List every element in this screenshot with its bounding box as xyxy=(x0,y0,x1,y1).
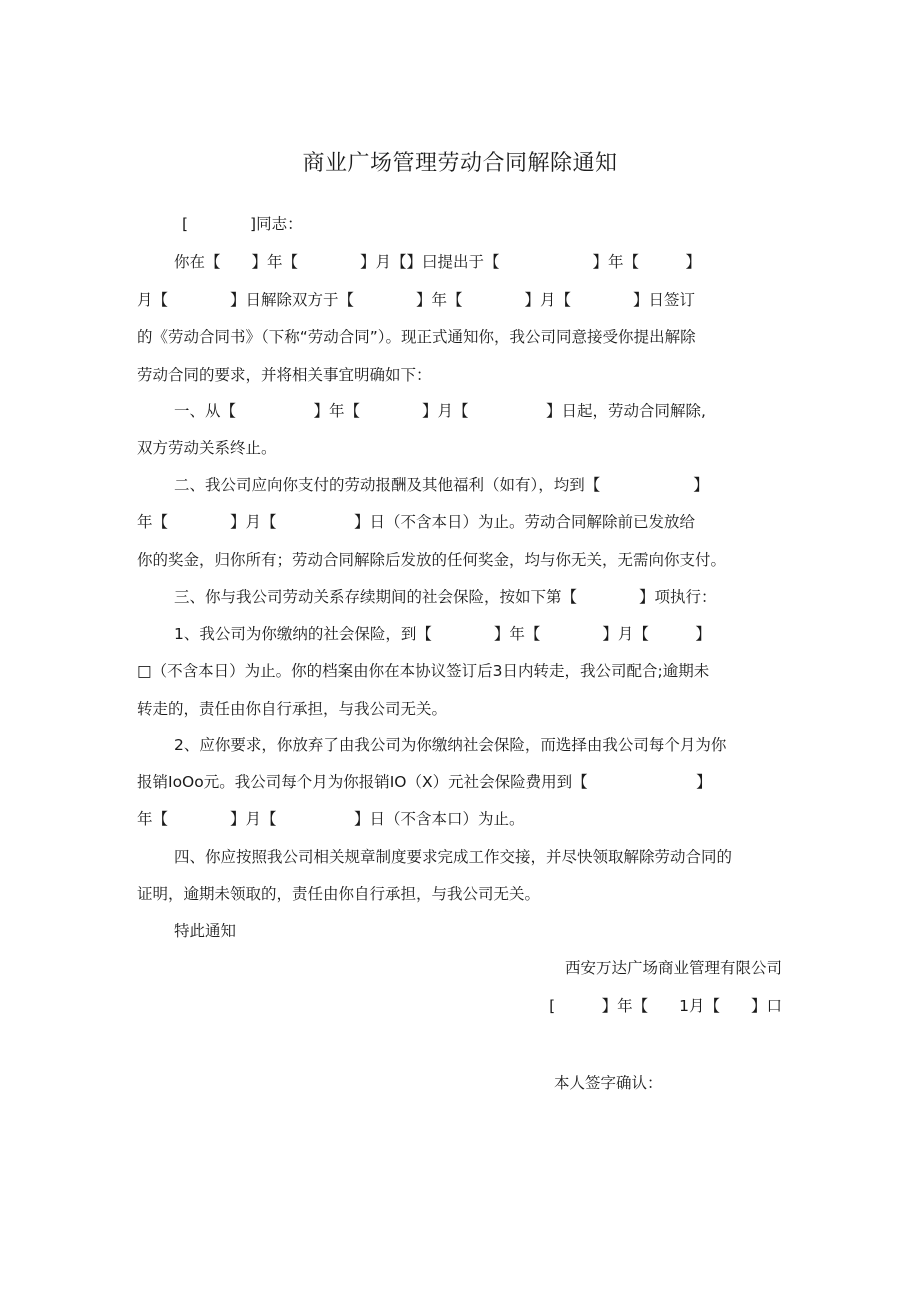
salutation-line: [ ]同志： xyxy=(182,215,303,233)
clause-three-line: 三、你与我公司劳动关系存续期间的社会保险，按如下第【 】项执行： xyxy=(174,588,717,606)
clause-two-line: 年【 】月【 】日（不含本日）为止。劳动合同解除前已发放给 xyxy=(137,513,696,531)
closing-line: 特此通知 xyxy=(174,922,237,940)
clause-two-line: 你的奖金，归你所有；劳动合同解除后发放的任何奖金，均与你无关，无需向你支付。 xyxy=(137,551,727,569)
clause-two-line: 二、我公司应向你支付的劳动报酬及其他福利（如有），均到【 】 xyxy=(174,476,709,494)
paragraph-line: 月【 】日解除双方于【 】年【 】月【 】日签订 xyxy=(137,291,696,309)
company-name: 西安万达广场商业管理有限公司 xyxy=(564,959,782,977)
paragraph-line: 劳动合同的要求，并将相关事宜明确如下： xyxy=(137,366,432,384)
clause-three-item-two-line: 报销IoOo元。我公司每个月为你报销IO（X）元社会保险费用到【 】 xyxy=(137,773,712,791)
clause-three-item-one-line: 转走的，责任由你自行承担，与我公司无关。 xyxy=(137,700,448,718)
date-line: [ 】年【 1月【 】口 xyxy=(549,997,782,1015)
paragraph-line: 的《劳动合同书》（下称“劳动合同”）。现正式通知你，我公司同意接受你提出解除 xyxy=(137,328,696,346)
signature-label: 本人签字确认： xyxy=(554,1074,663,1092)
clause-one-line: 双方劳动关系终止。 xyxy=(137,439,277,457)
clause-three-item-one-line: 1、我公司为你缴纳的社会保险，到【 】年【 】月【 】 xyxy=(174,625,711,643)
clause-one-line: 一、从【 】年【 】月【 】日起，劳动合同解除, xyxy=(174,402,706,420)
clause-four-line: 证明，逾期未领取的，责任由你自行承担，与我公司无关。 xyxy=(137,885,541,903)
clause-three-item-one-line: □（不含本日）为止。你的档案由你在本协议签订后3日内转走，我公司配合;逾期未 xyxy=(137,662,710,680)
clause-three-item-two-line: 年【 】月【 】日（不含本口）为止。 xyxy=(137,810,525,828)
clause-three-item-two-line: 2、应你要求，你放弃了由我公司为你缴纳社会保险，而选择由我公司每个月为你 xyxy=(174,736,727,754)
document-title: 商业广场管理劳动合同解除通知 xyxy=(302,151,618,176)
clause-four-line: 四、你应按照我公司相关规章制度要求完成工作交接，并尽快领取解除劳动合同的 xyxy=(174,848,733,866)
paragraph-line: 你在【 】年【 】月【】曰提出于【 】年【 】 xyxy=(174,253,702,271)
